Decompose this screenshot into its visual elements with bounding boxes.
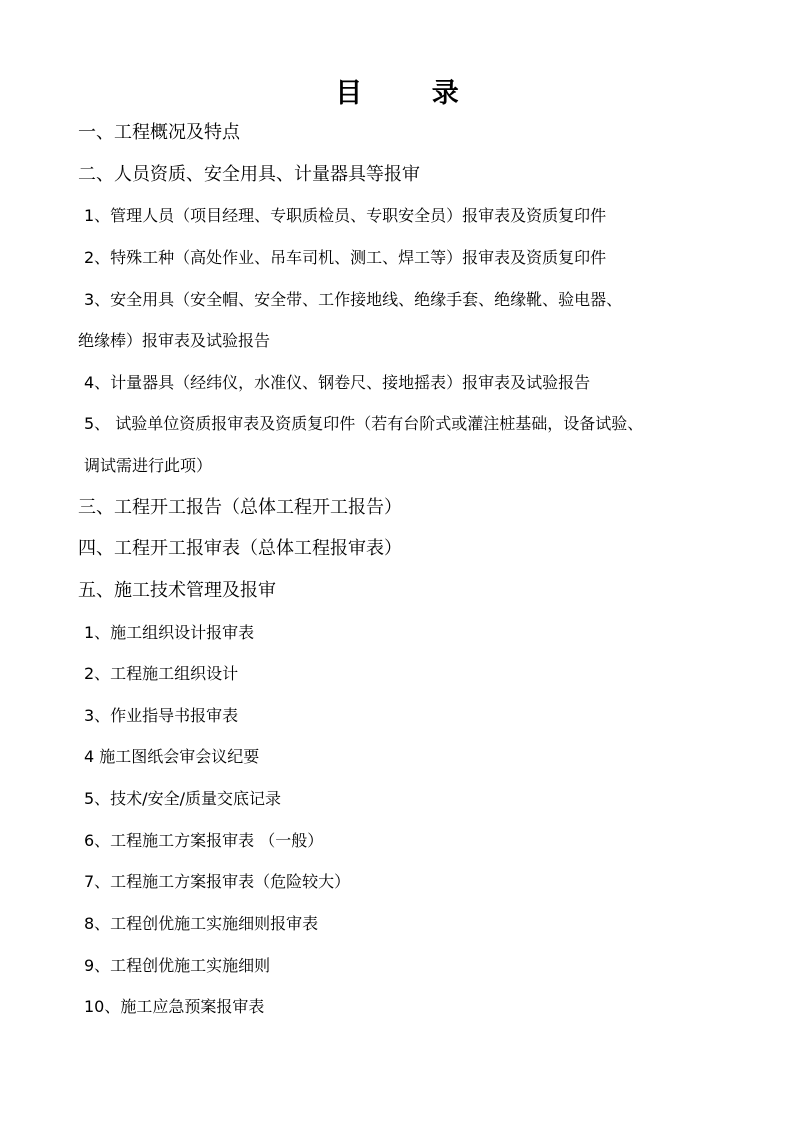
- toc-item-2-1: 1、管理人员（项目经理、专职质检员、专职安全员）报审表及资质复印件: [84, 206, 607, 225]
- toc-item-2-5: 5、 试验单位资质报审表及资质复印件（若有台阶式或灌注桩基础，设备试验、: [84, 414, 644, 433]
- toc-item-5-8: 8、工程创优施工实施细则报审表: [84, 914, 319, 933]
- toc-item-5-7: 7、工程施工方案报审表（危险较大）: [84, 872, 351, 891]
- toc-item-2-3: 3、安全用具（安全帽、安全带、工作接地线、绝缘手套、绝缘靴、验电器、: [84, 290, 623, 309]
- toc-item-5-5: 5、技术/安全/质量交底记录: [84, 789, 281, 808]
- toc-item-2-5-continued: 调试需进行此项）: [84, 456, 213, 475]
- toc-section-1: 一、工程概况及特点: [78, 122, 240, 143]
- toc-item-2-3-continued: 绝缘棒）报审表及试验报告: [78, 331, 271, 350]
- toc-item-5-3: 3、作业指导书报审表: [84, 706, 239, 725]
- toc-section-5: 五、施工技术管理及报审: [78, 580, 276, 601]
- toc-item-2-4: 4、计量器具（经纬仪，水准仪、钢卷尺、接地摇表）报审表及试验报告: [84, 373, 591, 392]
- toc-section-2: 二、人员资质、安全用具、计量器具等报审: [78, 164, 420, 185]
- toc-section-3: 三、工程开工报告（总体工程开工报告）: [78, 497, 402, 518]
- toc-item-5-9: 9、工程创优施工实施细则: [84, 956, 271, 975]
- toc-item-5-2: 2、工程施工组织设计: [84, 664, 239, 683]
- toc-item-5-10: 10、施工应急预案报审表: [84, 997, 265, 1016]
- page-title: 目 录: [335, 78, 489, 109]
- toc-section-4: 四、工程开工报审表（总体工程报审表）: [78, 538, 402, 559]
- toc-item-5-1: 1、施工组织设计报审表: [84, 623, 255, 642]
- toc-item-5-6: 6、工程施工方案报审表 （一般）: [84, 831, 324, 850]
- toc-item-2-2: 2、特殊工种（高处作业、吊车司机、测工、焊工等）报审表及资质复印件: [84, 248, 607, 267]
- toc-item-5-4: 4 施工图纸会审会议纪要: [84, 747, 260, 766]
